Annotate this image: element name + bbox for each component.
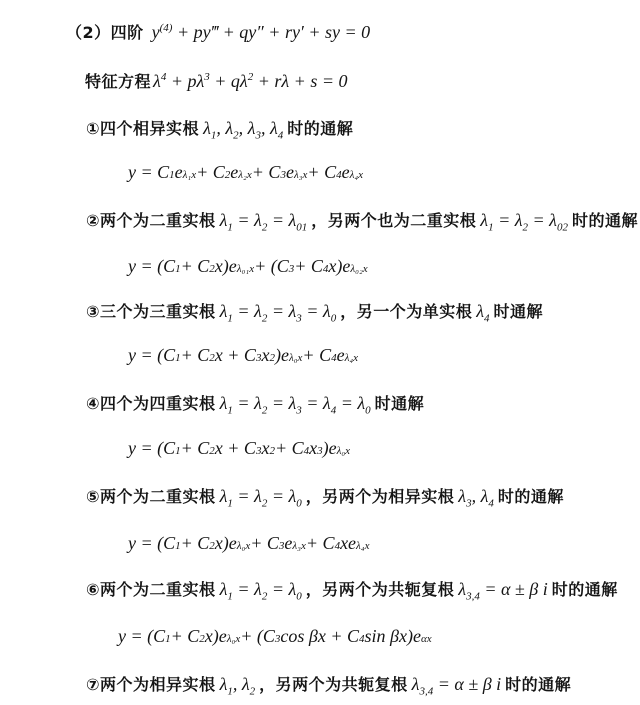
ode-equation: $y^{(4)}$ + py‴ + qy″ + ry′ + sy = 0 <box>151 22 371 42</box>
case-4-condition: ④四个为四重实根 $\lambda_1 = \lambda_2 = \lambda_3 = \lambda_4 = \lambda_0$ 时通解 <box>86 393 425 417</box>
case-1-formula: y = C 1 e λ₁x + C 2 e λ₂x + C 3 e λ₃x + C 4 e λ₄x <box>128 162 364 182</box>
characteristic-label: 特征方程 <box>85 72 152 91</box>
case-3-formula: y = (C 1 + C 2 x + C 3 x 2 )e λ₀x + C 4 e λ₄x <box>128 345 359 365</box>
case-3-condition: ③三个为三重实根 $\lambda_1 = \lambda_2 = \lambda_3 = \lambda_0$ ，另一个为单实根 $\lambda_4$ 时通解 <box>86 301 544 325</box>
case-2-formula: y = (C 1 + C 2 x)e λ₀₁x + (C 3 + C 4 x)e λ₀₂x <box>128 256 368 276</box>
case-1-condition: ①四个相异实根 $\lambda_1$, $\lambda_2$, $\lambda_3$, $\lambda_4$ 时的通解 <box>86 118 354 142</box>
characteristic-equation: $\lambda^4 + p\lambda^3 + q\lambda^2 + r\lambda + s = 0$ <box>153 71 348 91</box>
case-4-formula: y = (C 1 + C 2 x + C 3 x 2 + C 4 x 3 )e λ₀x <box>128 438 351 458</box>
case-6-condition: ⑥两个为二重实根 $\lambda_1 = \lambda_2 = \lambda_0$ ，另两个为共轭复根 $\lambda_{3,4} = \alpha \pm \beta$ i 时的通解 <box>86 579 618 603</box>
heading-line <box>66 20 370 45</box>
case-2-condition: ②两个为二重实根 $\lambda_1 = \lambda_2 = \lambda_{01}$ ，另两个也为二重实根 $\lambda_1 = \lambda_2 = \lambda_{02}$ 时的通解 <box>86 210 638 234</box>
characteristic-line <box>85 69 347 94</box>
case-5-formula: y = (C 1 + C 2 x)e λ₀x + C 3 e λ₃x + C 4 xe λ₄x <box>128 533 370 553</box>
heading-label: （2）四阶 <box>66 23 144 42</box>
case-6-formula: y = (C 1 + C 2 x)e λ₀x + (C 3 cos βx + C 4 sin βx)e αx <box>118 626 432 646</box>
case-5-condition: ⑤两个为二重实根 $\lambda_1 = \lambda_2 = \lambda_0$ ，另两个为相异实根 $\lambda_3$, $\lambda_4$ 时的通解 <box>86 486 564 510</box>
case-7-condition: ⑦两个为相异实根 $\lambda_1$, $\lambda_2$ ，另两个为共轭复根 $\lambda_{3,4} = \alpha \pm \beta$ i 时的通解 <box>86 674 572 698</box>
